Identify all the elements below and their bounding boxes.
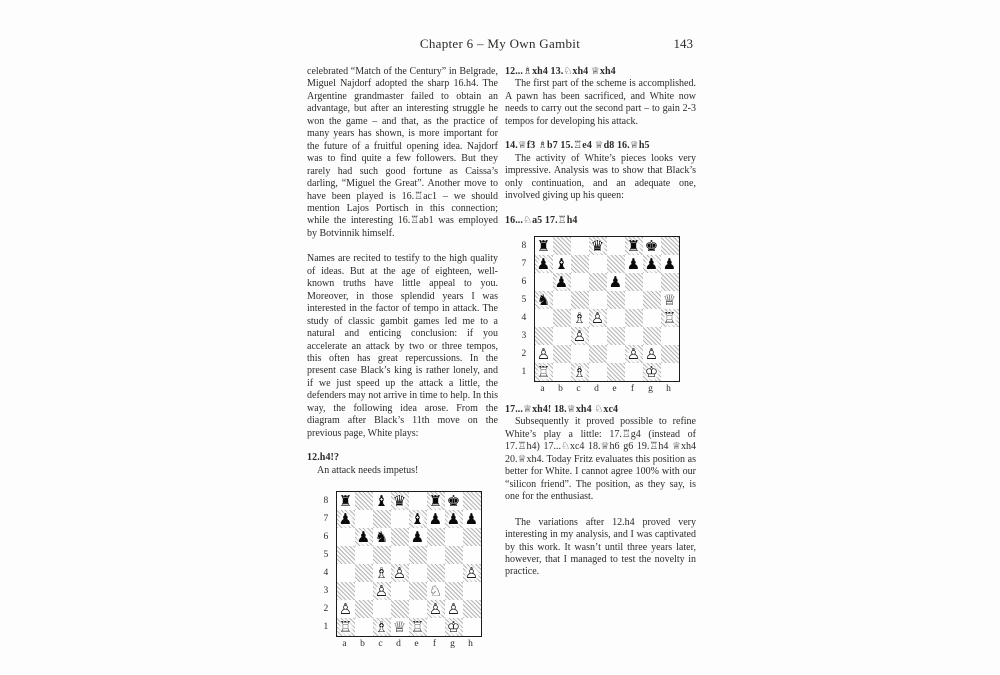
left-column <box>307 66 498 650</box>
board-square <box>571 309 589 327</box>
board-square <box>643 291 661 309</box>
board-square <box>643 345 661 363</box>
board-square <box>643 309 661 327</box>
white-queen-piece: ♕ <box>392 618 407 637</box>
move-heading-14qf3: 14.♕f3 ♗b7 15.♖e4 ♕d8 16.♕h5 <box>505 140 650 152</box>
move-heading-17qxh4: 17...♕xh4! 18.♕xh4 ♘xc4 <box>505 403 619 415</box>
board-square <box>463 582 481 600</box>
board-square <box>427 618 445 636</box>
board-square <box>337 618 355 636</box>
white-pawn-piece: ♙ <box>625 345 643 363</box>
black-rook-piece: ♜ <box>427 492 445 510</box>
board-square <box>355 618 373 636</box>
board-square <box>535 273 553 291</box>
file-label: c <box>576 383 581 394</box>
file-labels <box>534 384 680 395</box>
black-rook-piece: ♜ <box>536 236 551 255</box>
board-square <box>535 363 553 381</box>
black-knight-piece: ♞ <box>374 528 389 547</box>
board-square <box>427 528 445 546</box>
board-square <box>355 492 373 510</box>
board-square <box>625 291 643 309</box>
board-square <box>391 510 409 528</box>
black-pawn-piece: ♟ <box>445 510 463 528</box>
board-square <box>409 564 427 582</box>
board-square <box>607 309 625 327</box>
white-knight-piece: ♘ <box>428 582 443 601</box>
board-square <box>445 492 463 510</box>
black-pawn-piece: ♟ <box>410 528 425 547</box>
board-square <box>409 618 427 636</box>
board-square <box>391 546 409 564</box>
board-square <box>391 492 409 510</box>
black-pawn-piece: ♟ <box>553 273 571 291</box>
board-square <box>427 546 445 564</box>
board-square <box>409 546 427 564</box>
board-square <box>373 510 391 528</box>
file-label: d <box>396 639 401 650</box>
board-square <box>553 363 571 381</box>
board-square <box>445 600 463 618</box>
board-square <box>337 528 355 546</box>
board-square <box>553 327 571 345</box>
black-pawn-piece: ♟ <box>662 254 677 273</box>
board-square <box>625 345 643 363</box>
black-king-piece: ♚ <box>446 492 461 511</box>
file-label: b <box>558 383 563 394</box>
file-label: a <box>540 383 545 394</box>
file-label: f <box>630 383 635 394</box>
board-square <box>373 600 391 618</box>
board-square <box>589 345 607 363</box>
rank-labels <box>323 491 336 637</box>
page-number: 143 <box>673 36 693 51</box>
board-square <box>607 237 625 255</box>
board-square <box>553 291 571 309</box>
rank-labels <box>521 236 534 382</box>
rank-label: 1 <box>323 622 329 633</box>
white-pawn-piece: ♙ <box>536 344 551 363</box>
file-label: f <box>432 639 437 650</box>
chess-diagram-after-17Rh4 <box>521 236 681 395</box>
black-bishop-piece: ♝ <box>554 254 569 273</box>
board-square <box>463 510 481 528</box>
board-square <box>337 582 355 600</box>
rank-label: 6 <box>323 532 329 543</box>
file-label: h <box>468 639 473 650</box>
rank-label: 2 <box>323 604 329 615</box>
board-square <box>373 546 391 564</box>
board-square <box>535 309 553 327</box>
rank-label: 8 <box>323 496 329 507</box>
board-square <box>355 564 373 582</box>
board-square <box>643 237 661 255</box>
board-square <box>373 492 391 510</box>
board-square <box>535 255 553 273</box>
board-square <box>661 255 679 273</box>
right-column <box>505 66 696 579</box>
board-square <box>661 273 679 291</box>
board-square <box>661 309 679 327</box>
board-square <box>445 582 463 600</box>
board-square <box>625 237 643 255</box>
file-label: a <box>342 639 347 650</box>
board-square <box>463 564 481 582</box>
paragraph-variations: The variations after 12.h4 proved very interesting in my analysis, and I was captivated by this work. It wasn’t until three years later, however, that I managed to test the novelty in practice. <box>505 516 696 578</box>
board-grid <box>534 236 680 382</box>
board-square <box>661 237 679 255</box>
page-header <box>303 36 697 54</box>
board-square <box>643 255 661 273</box>
board-square <box>337 564 355 582</box>
board-square <box>337 546 355 564</box>
board-square <box>427 492 445 510</box>
board-square <box>625 255 643 273</box>
board-square <box>355 582 373 600</box>
file-label: e <box>414 639 419 650</box>
rank-label: 7 <box>521 258 527 269</box>
board-square <box>589 363 607 381</box>
black-pawn-piece: ♟ <box>535 255 553 273</box>
board-square <box>607 345 625 363</box>
paragraph-refine: Subsequently it proved possible to refine White’s play a little: 17.♖g4 (instead of 17.♖h4) 17...♘xc4 18.♕h6 g6 19.♖h4 ♕xh4 20.♕xh4. Today Fritz evaluates this position as better for White. I cannot agree 100% with our “silicon friend”. The position, as they say, is one for the enthusiast. <box>505 416 696 503</box>
board-square <box>607 291 625 309</box>
board-square <box>427 564 445 582</box>
black-pawn-piece: ♟ <box>643 255 661 273</box>
rank-label: 2 <box>521 348 527 359</box>
white-pawn-piece: ♙ <box>427 600 445 618</box>
paragraph-activity: The activity of White’s pieces looks very impressive. Analysis was to show that Black’s only continuation, and an adequate one, involved giving up his queen: <box>505 152 696 202</box>
black-knight-piece: ♞ <box>535 291 553 309</box>
board-square <box>409 582 427 600</box>
board-square <box>391 618 409 636</box>
board-square <box>553 237 571 255</box>
board-square <box>589 255 607 273</box>
board-square <box>409 510 427 528</box>
board-square <box>589 273 607 291</box>
board-square <box>553 309 571 327</box>
board-square <box>571 255 589 273</box>
file-labels <box>336 639 482 650</box>
board-square <box>571 273 589 291</box>
board-square <box>337 600 355 618</box>
rank-label: 5 <box>323 550 329 561</box>
file-label: b <box>360 639 365 650</box>
board-square <box>661 345 679 363</box>
white-bishop-piece: ♗ <box>373 618 391 636</box>
board-square <box>571 291 589 309</box>
board-square <box>373 582 391 600</box>
black-rook-piece: ♜ <box>625 237 643 255</box>
board-square <box>625 309 643 327</box>
white-pawn-piece: ♙ <box>391 564 409 582</box>
paragraph-names: Names are recited to testify to the high quality of ideas. But at the age of eighteen, well-known truths have little appeal to you. Moreover, in those splendid years I was interested in the factor of tempo in attack. The study of classic gambit games led me to a natural and enticing conclusion: if you accelerate an attack by two or three tempos, this often has great repercussions. In the present case Black’s king is rather lonely, and if we just speed up the attack a little, the defenders may not arrive in time to help. In this way, the following idea arose. From the diagram after Black’s 11th move on the previous page, White plays: <box>307 253 498 439</box>
board-square <box>571 345 589 363</box>
board-square <box>445 510 463 528</box>
board-square <box>607 255 625 273</box>
board-square <box>337 492 355 510</box>
board-square <box>409 528 427 546</box>
white-bishop-piece: ♗ <box>374 564 389 583</box>
board-square <box>445 618 463 636</box>
white-pawn-piece: ♙ <box>589 309 607 327</box>
white-pawn-piece: ♙ <box>373 582 391 600</box>
chess-diagram-after-12h4 <box>323 491 483 650</box>
board-square <box>553 345 571 363</box>
board-square <box>463 528 481 546</box>
board-square <box>607 327 625 345</box>
white-rook-piece: ♖ <box>337 618 355 636</box>
paragraph-continuation: celebrated “Match of the Century” in Belgrade, Miguel Najdorf adopted the sharp 16.h4. The Argentine grandmaster failed to obtain an advantage, but after an interesting struggle he won the game – and that, as the practice of many years has shown, is more important for the future of a fruitful opening idea. Najdorf was to find quite a few followers. But they rarely had such good fortune as Caissa’s darling, “Miguel the Great”. Another move to have been played is 16.♖ac1 – we should mention Lajos Portisch in this connection; while the interesting 16.♖ab1 was employed by Botvinnik himself. <box>307 66 498 239</box>
board-square <box>355 510 373 528</box>
board-square <box>535 237 553 255</box>
white-king-piece: ♔ <box>445 618 463 636</box>
black-bishop-piece: ♝ <box>374 492 389 511</box>
board-square <box>373 564 391 582</box>
black-bishop-piece: ♝ <box>409 510 427 528</box>
board-square <box>445 546 463 564</box>
white-king-piece: ♔ <box>643 363 661 381</box>
board-square <box>625 363 643 381</box>
file-label: g <box>450 639 455 650</box>
white-pawn-piece: ♙ <box>571 327 589 345</box>
board-square <box>589 237 607 255</box>
board-square <box>643 273 661 291</box>
rank-label: 4 <box>521 312 527 323</box>
board-square <box>463 546 481 564</box>
board-square <box>445 564 463 582</box>
white-pawn-piece: ♙ <box>644 344 659 363</box>
board-square <box>661 291 679 309</box>
board-square <box>427 600 445 618</box>
board-square <box>391 582 409 600</box>
black-queen-piece: ♛ <box>589 237 607 255</box>
board-square <box>553 273 571 291</box>
chapter-title: Chapter 6 – My Own Gambit <box>419 36 581 51</box>
paragraph-scheme: The first part of the scheme is accomplished. A pawn has been sacrificed, and White now needs to carry out the second part – to gain 2-3 tempos for developing his attack. <box>505 78 696 127</box>
file-label: d <box>594 383 599 394</box>
board-square <box>571 237 589 255</box>
white-queen-piece: ♕ <box>662 290 677 309</box>
black-pawn-piece: ♟ <box>464 510 479 529</box>
board-square <box>607 363 625 381</box>
white-pawn-piece: ♙ <box>463 564 481 582</box>
board-square <box>643 327 661 345</box>
black-pawn-piece: ♟ <box>608 272 623 291</box>
white-rook-piece: ♖ <box>661 309 679 327</box>
board-square <box>463 492 481 510</box>
black-pawn-piece: ♟ <box>428 510 443 529</box>
black-queen-piece: ♛ <box>391 492 409 510</box>
board-square <box>391 600 409 618</box>
board-square <box>355 528 373 546</box>
comment-impetus: An attack needs impetus! <box>317 464 419 476</box>
rank-label: 7 <box>323 514 329 525</box>
rank-label: 3 <box>521 330 527 341</box>
board-square <box>391 564 409 582</box>
board-square <box>463 600 481 618</box>
white-bishop-piece: ♗ <box>572 308 587 327</box>
board-square <box>607 273 625 291</box>
board-square <box>643 363 661 381</box>
black-pawn-piece: ♟ <box>337 510 355 528</box>
file-label: c <box>378 639 383 650</box>
black-rook-piece: ♜ <box>338 492 353 511</box>
rank-label: 5 <box>521 294 527 305</box>
move-heading-12h4: 12.h4!? <box>307 452 340 464</box>
board-square <box>661 363 679 381</box>
board-square <box>391 528 409 546</box>
board-square <box>355 546 373 564</box>
board-square <box>589 291 607 309</box>
file-label: e <box>612 383 617 394</box>
black-king-piece: ♚ <box>644 236 659 255</box>
board-square <box>409 492 427 510</box>
board-square <box>535 327 553 345</box>
black-pawn-piece: ♟ <box>355 528 373 546</box>
board-square <box>661 327 679 345</box>
board-square <box>355 600 373 618</box>
file-label: g <box>648 383 653 394</box>
board-square <box>463 618 481 636</box>
board-square <box>535 345 553 363</box>
board-square <box>373 528 391 546</box>
board-square <box>337 510 355 528</box>
board-square <box>373 618 391 636</box>
board-square <box>427 582 445 600</box>
white-rook-piece: ♖ <box>409 618 427 636</box>
file-label: h <box>666 383 671 394</box>
white-bishop-piece: ♗ <box>571 363 589 381</box>
move-heading-12bxh4: 12...♗xh4 13.♘xh4 ♕xh4 <box>505 66 616 77</box>
rank-label: 6 <box>521 276 527 287</box>
board-square <box>589 309 607 327</box>
board-square <box>625 273 643 291</box>
rank-label: 4 <box>323 568 329 579</box>
white-pawn-piece: ♙ <box>338 600 353 619</box>
board-square <box>571 327 589 345</box>
rank-label: 3 <box>323 586 329 597</box>
board-square <box>553 255 571 273</box>
board-square <box>535 291 553 309</box>
board-square <box>427 510 445 528</box>
white-rook-piece: ♖ <box>535 363 553 381</box>
white-pawn-piece: ♙ <box>446 600 461 619</box>
board-square <box>409 600 427 618</box>
board-square <box>571 363 589 381</box>
black-pawn-piece: ♟ <box>626 254 641 273</box>
rank-label: 1 <box>521 366 527 377</box>
board-grid <box>336 491 482 637</box>
board-square <box>625 327 643 345</box>
board-square <box>589 327 607 345</box>
rank-label: 8 <box>521 240 527 251</box>
move-heading-16na5: 16...♘a5 17.♖h4 <box>505 214 578 226</box>
board-square <box>445 528 463 546</box>
